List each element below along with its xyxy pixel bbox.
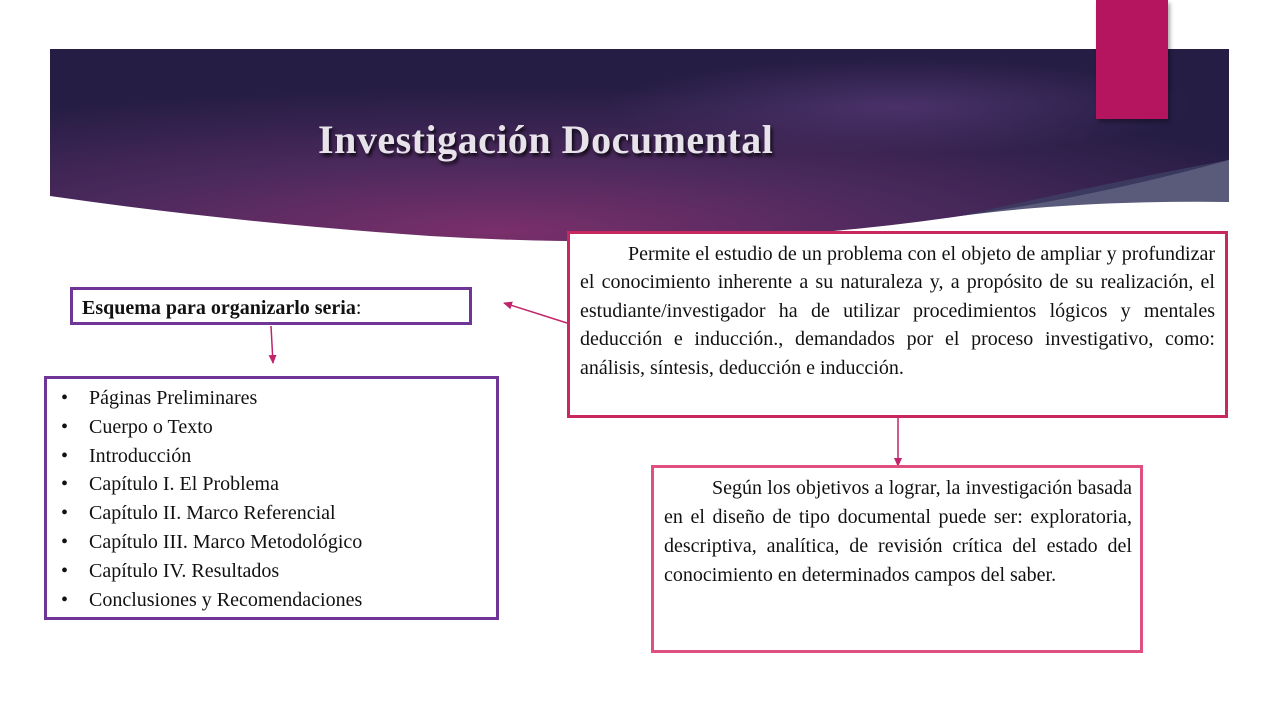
esquema-label: Esquema para organizarlo seria xyxy=(82,297,356,319)
accent-tab xyxy=(1096,0,1168,119)
description-text: Permite el estudio de un problema con el objeto de ampliar y profundizar el conocimiento inherente a su naturaleza y, a propósito de su realización, el estudiante/investigador ha de utilizar procedimientos lógicos y mentales deducción e inducción., demandados por el proceso investigativo, como: análisis, síntesis, deducción e inducción. xyxy=(580,243,1215,379)
list-item: • Capítulo III. Marco Metodológico xyxy=(59,528,486,557)
list-item: • Introducción xyxy=(59,442,486,471)
slide-title: Investigación Documental xyxy=(318,117,774,162)
list-item: • Capítulo IV. Resultados xyxy=(59,557,486,586)
esquema-colon: : xyxy=(355,297,362,319)
arrow-esquema-to-list xyxy=(271,326,273,363)
structure-list-box xyxy=(44,376,499,620)
list-item: • Cuerpo o Texto xyxy=(59,413,486,442)
list-item: • Páginas Preliminares xyxy=(59,384,486,413)
description-box xyxy=(567,231,1228,418)
structure-list xyxy=(59,384,486,614)
esquema-box xyxy=(70,287,472,325)
types-box xyxy=(651,465,1143,653)
arrow-description-to-esquema xyxy=(504,303,567,323)
list-item: • Capítulo I. El Problema xyxy=(59,470,486,499)
list-item: • Capítulo II. Marco Referencial xyxy=(59,499,486,528)
list-item: • Conclusiones y Recomendaciones xyxy=(59,586,486,615)
types-text: Según los objetivos a lograr, la investigación basada en el diseño de tipo documental puede ser: exploratoria, descriptiva, analítica, de revisión crítica del estado del conocimiento en determinados campos del saber. xyxy=(664,477,1132,586)
